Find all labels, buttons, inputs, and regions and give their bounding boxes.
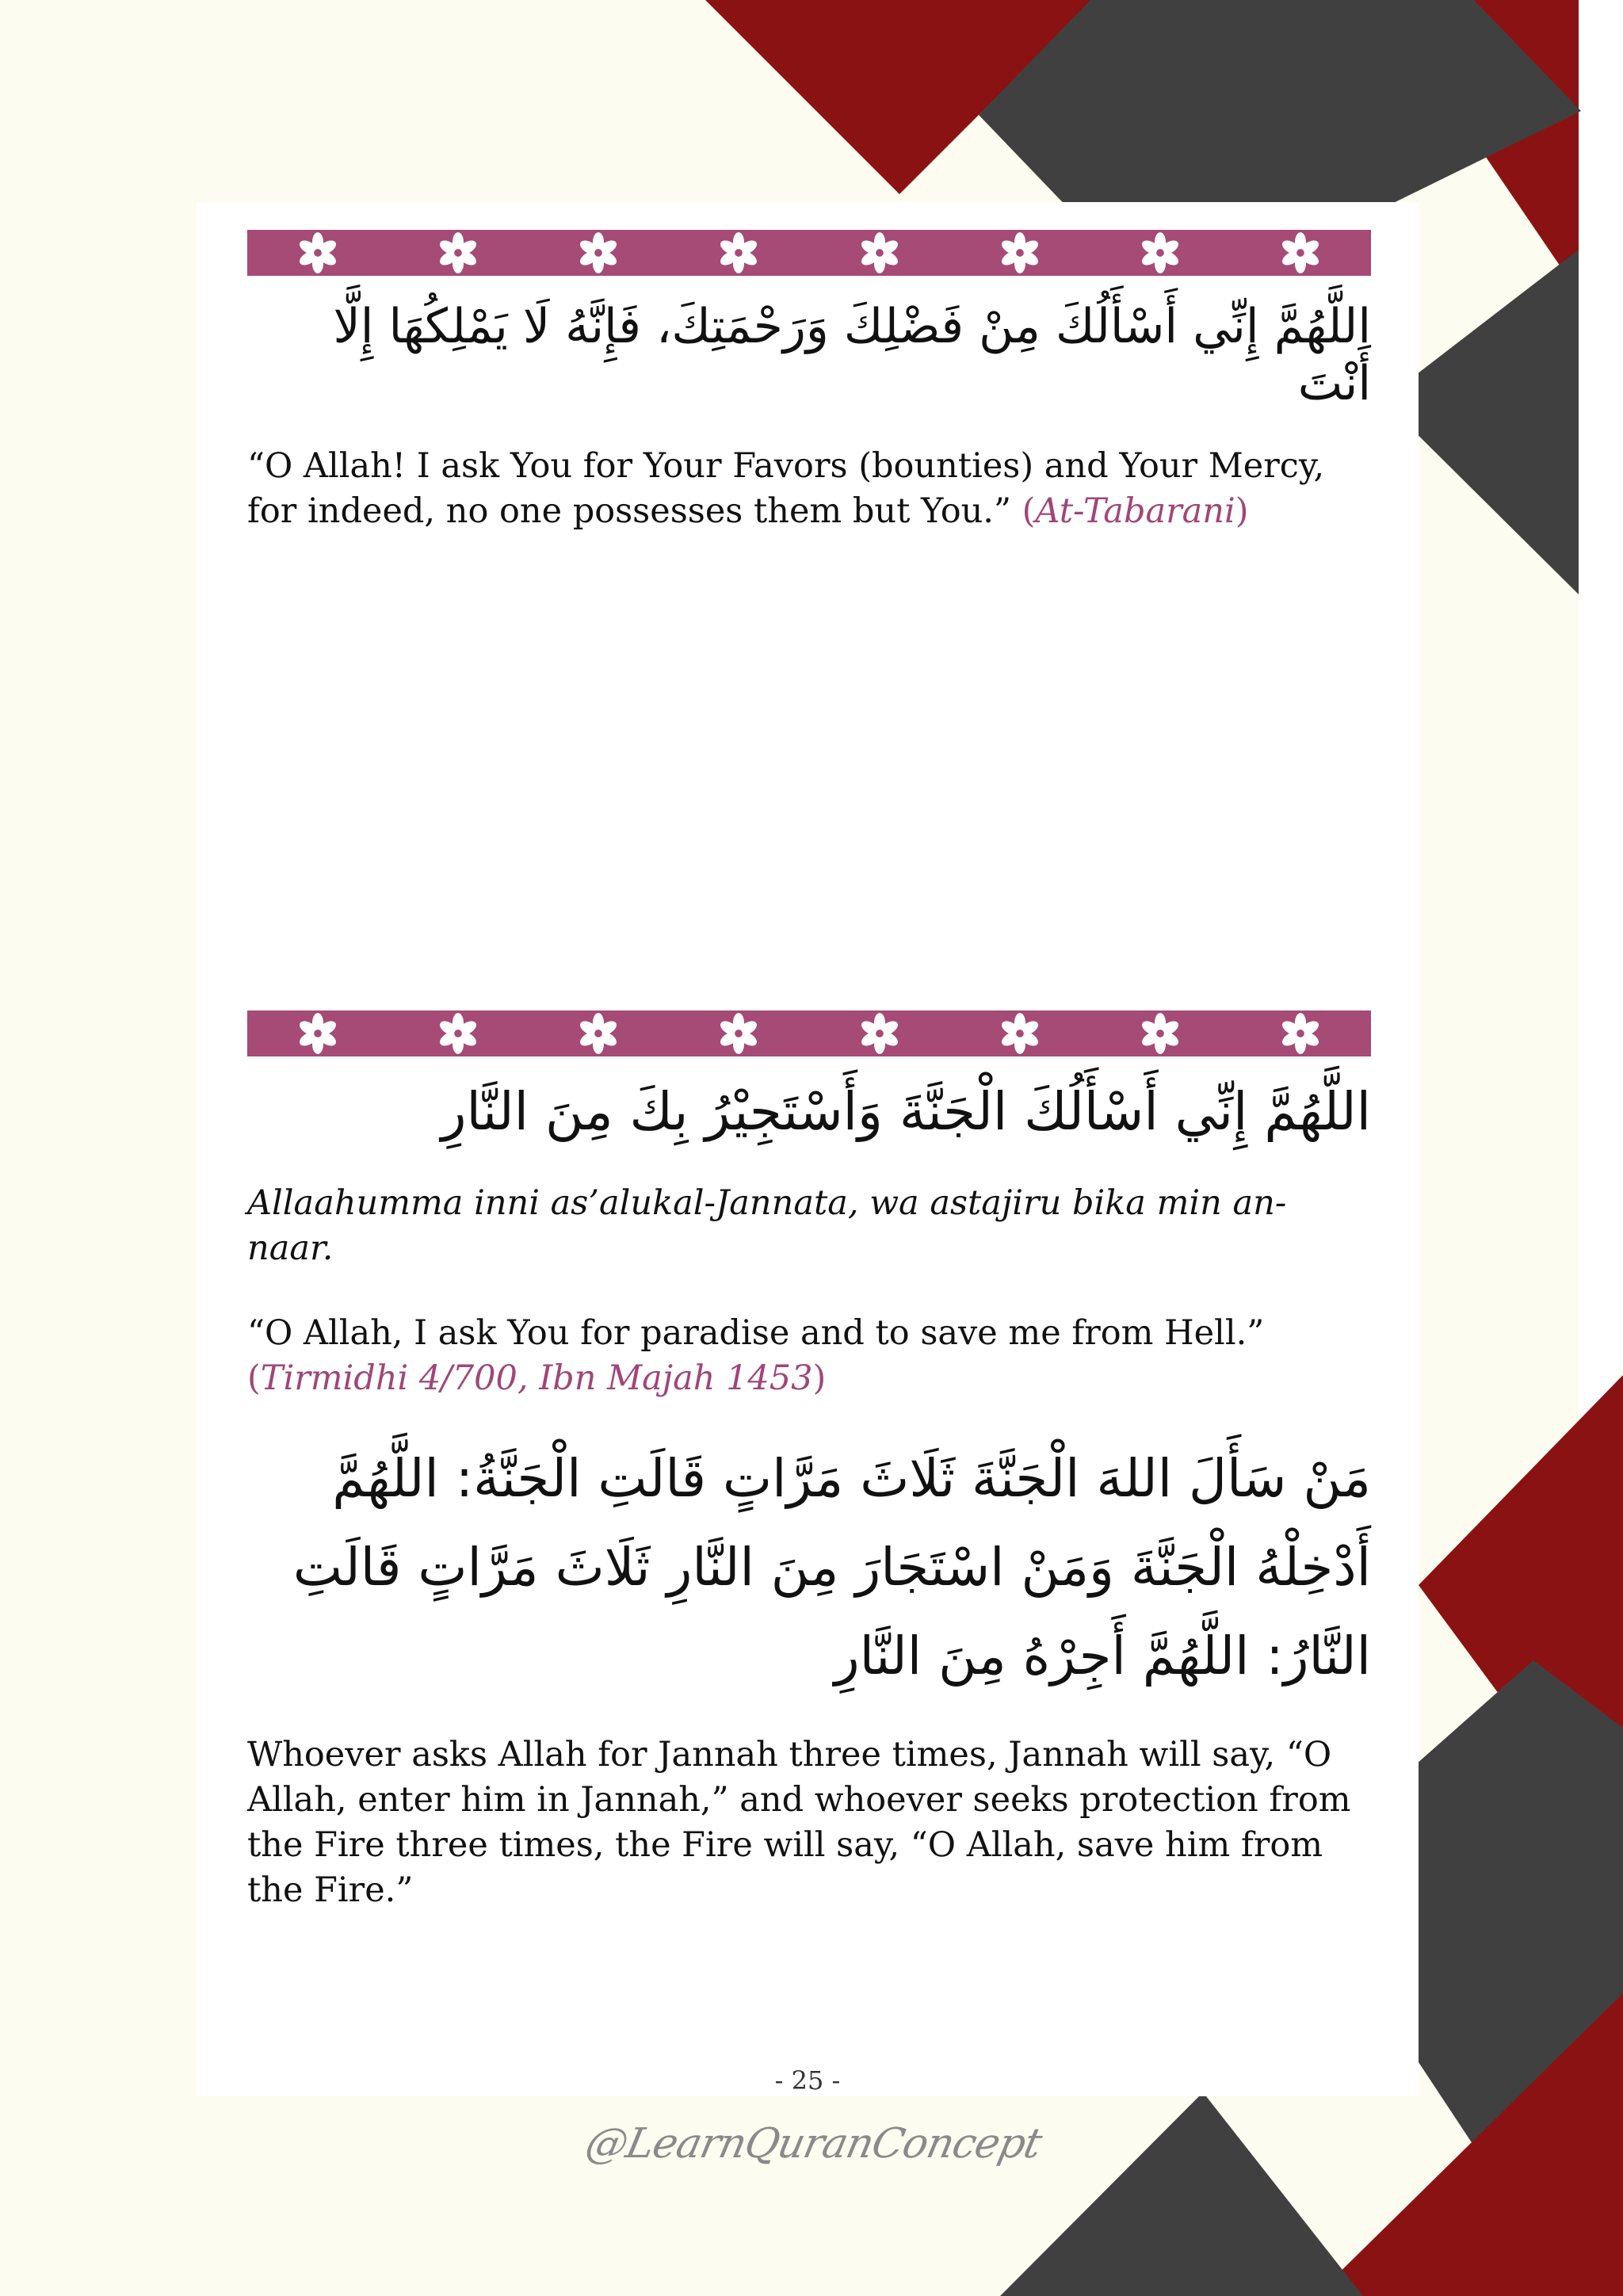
dua-arabic-text: اللَّهُمَّ إِنِّي أَسْأَلُكَ الْجَنَّةَ وَأَسْتَجِيْرُ بِكَ مِنَ النَّارِ xyxy=(441,1081,1371,1142)
dua-transliteration: Allaahumma inni as’alukal-Jannata, wa astajiru bika min an-naar. xyxy=(247,1183,1287,1269)
flower-icon xyxy=(577,1012,620,1055)
translation-text: “O Allah! I ask You for Your Favors (bounties) and Your Mercy, for indeed, no one possesses them but You.” xyxy=(247,446,1325,531)
dua-section-1 xyxy=(247,230,1371,534)
flower-icon xyxy=(717,231,760,274)
flower-icon xyxy=(437,231,479,274)
dua-translation xyxy=(247,444,1371,534)
reference-source: Tirmidhi 4/700, Ibn Majah 1453 xyxy=(260,1358,813,1399)
flower-icon xyxy=(437,1012,479,1055)
flower-icon xyxy=(1279,1012,1322,1055)
flower-icon xyxy=(1279,231,1322,274)
dua-section-2 xyxy=(247,1010,1371,1913)
translation-text: “O Allah, I ask You for paradise and to save me from Hell.” xyxy=(247,1313,1265,1354)
dua-translation xyxy=(247,1311,1371,1401)
flower-icon xyxy=(296,231,339,274)
flower-icon xyxy=(999,1012,1041,1055)
flower-icon xyxy=(999,231,1041,274)
hadith-arabic-text: مَنْ سَأَلَ اللهَ الْجَنَّةَ ثَلَاثَ مَرَّاتٍ قَالَتِ الْجَنَّةُ: اللَّهُمَّ أَدْخِلْهُ الْجَنَّةَ وَمَنْ اسْتَجَارَ مِنَ النَّارِ ثَلَاثَ مَرَّاتٍ قَالَتِ النَّارُ: اللَّهُمَّ أَجِرْهُ مِنَ النَّارِ xyxy=(292,1448,1371,1687)
hadith-reference: (Tirmidhi 4/700, Ibn Majah 1453) xyxy=(247,1358,827,1399)
signature-watermark: @LearnQuranConcept xyxy=(581,2120,1046,2168)
gray-triangle-bottom xyxy=(1000,2092,1363,2296)
hadith-translation: Whoever asks Allah for Jannah three times, Jannah will say, “O Allah, enter him in Jannah,” and whoever seeks protection from the Fire three times, the Fire will say, “O Allah, save him from the Fire.” xyxy=(247,1735,1351,1911)
dua-arabic-text: اللَّهُمَّ إِنِّي أَسْأَلُكَ مِنْ فَضْلِكَ وَرَحْمَتِكَ، فَإِنَّهُ لَا يَمْلِكُهَا إِلَّا أَنْتَ xyxy=(333,299,1371,411)
flower-icon xyxy=(858,231,901,274)
page xyxy=(197,202,1419,2096)
flower-icon xyxy=(858,1012,901,1055)
hadith-reference: (At-Tabarani) xyxy=(1022,491,1249,531)
flower-icon xyxy=(1139,231,1182,274)
reference-source: At-Tabarani xyxy=(1035,491,1235,531)
flower-band-divider xyxy=(247,1010,1371,1056)
flower-band-divider xyxy=(247,230,1371,276)
flower-icon xyxy=(577,231,620,274)
flower-icon xyxy=(1139,1012,1182,1055)
flower-icon xyxy=(717,1012,760,1055)
page-number: - 25 - xyxy=(774,2065,841,2095)
flower-icon xyxy=(296,1012,339,1055)
